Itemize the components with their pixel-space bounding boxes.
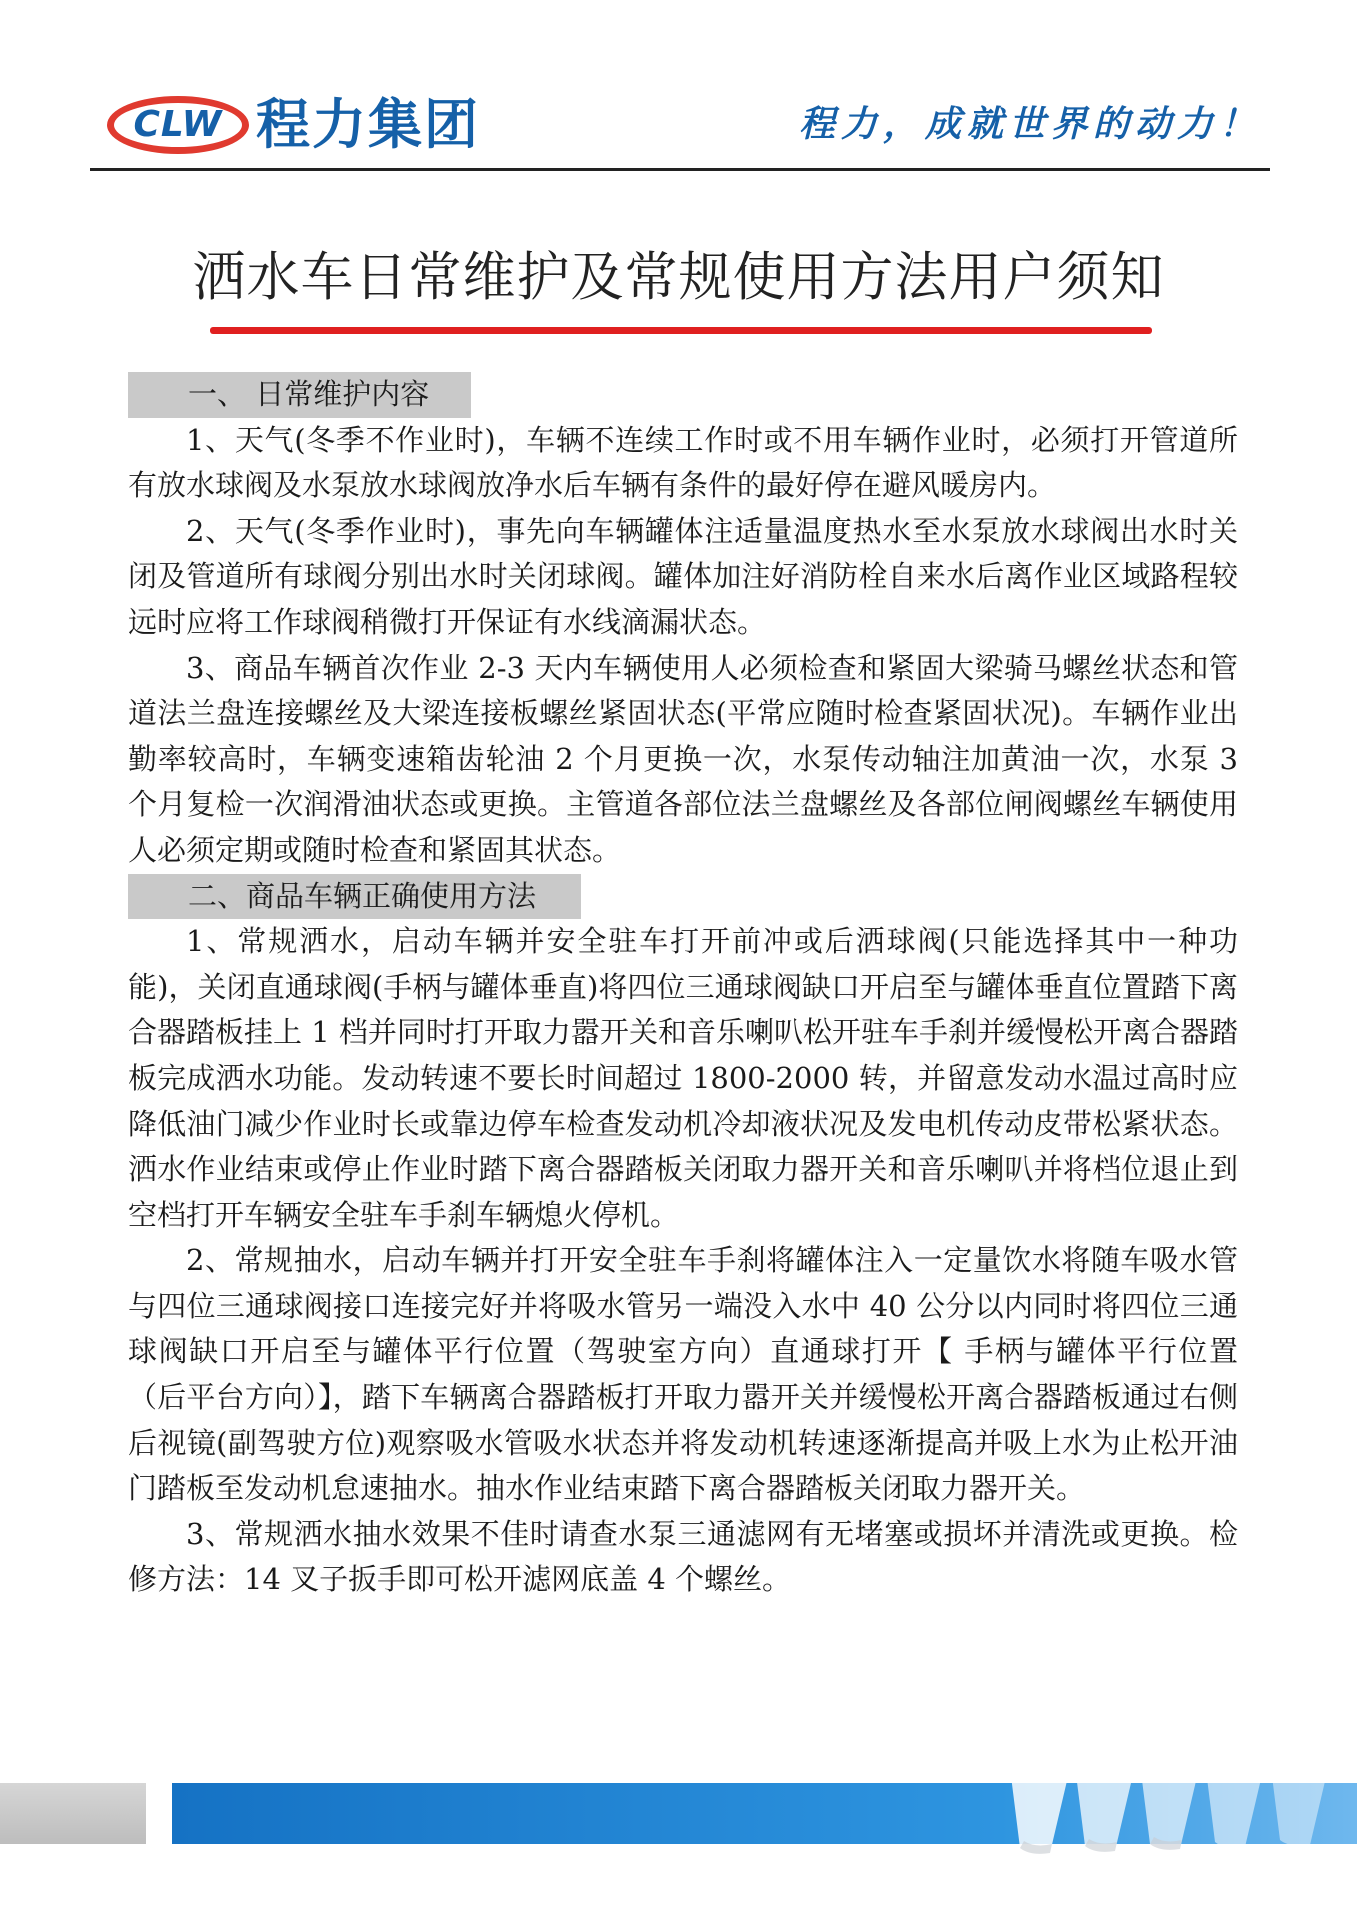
paragraph: 3、商品车辆首次作业 2-3 天内车辆使用人必须检查和紧固大梁骑马螺丝状态和管道法兰盘连接螺丝及大梁连接板螺丝紧固状态(平常应随时检查紧固状况)。车辆作业出勤率较高时，车辆变速箱齿轮油 2 个月更换一次，水泵传动轴注加黄油一次，水泵 3 个月复检一次润滑油状态或更换。主管道各部位法兰盘螺丝及各部位闸阀螺丝车辆使用人必须定期或随时检查和紧固其状态。 [128,650,1238,867]
paragraph: 2、天气(冬季作业时)，事先向车辆罐体注适量温度热水至水泵放水球阀出水时关闭及管道所有球阀分别出水时关闭球阀。罐体加注好消防栓自来水后离作业区域路程较远时应将工作球阀稍微打开保证有水线滴漏状态。 [128,513,1238,639]
section-maintenance [128,372,1238,874]
company-slogan: 程力，成就世界的动力！ [798,103,1261,145]
document-title: 洒水车日常维护及常规使用方法用户须知 [192,247,1165,308]
document-body [128,372,1238,1603]
company-name: 程力集团 [256,93,480,156]
title-underline [210,327,1152,334]
footer-gray-block [0,1783,146,1844]
page-header [0,0,1357,172]
paragraph: 2、常规抽水，启动车辆并打开安全驻车手刹将罐体注入一定量饮水将随车吸水管与四位三通球阀接口连接完好并将吸水管另一端没入水中 40 公分以内同时将四位三通球阀缺口开启至与罐体平行位置（驾驶室方向）直通球打开【 手柄与罐体平行位置（后平台方向）】，踏下车辆离合器踏板打开取力嚣开关并缓慢松开离合器踏板通过右侧后视镜(副驾驶方位)观察吸水管吸水状态并将发动机转速逐渐提高并吸上水为止松开油门踏板至发动机怠速抽水。抽水作业结束踏下离合器踏板关闭取力器开关。 [128,1243,1238,1506]
section-heading: 二、商品车辆正确使用方法 [128,874,581,920]
header-divider [90,168,1270,171]
section-usage [128,874,1238,1604]
footer-wave-decoration [990,1738,1357,1858]
section-heading: 一、 日常维护内容 [128,372,471,418]
logo-mark: CLW [133,104,223,145]
paragraph: 1、常规洒水，启动车辆并安全驻车打开前冲或后洒球阀(只能选择其中一种功能)，关闭直通球阀(手柄与罐体垂直)将四位三通球阀缺口开启至与罐体垂直位置踏下离合器踏板挂上 1 档并同时打开取力嚣开关和音乐喇叭松开驻车手刹并缓慢松开离合器踏板完成洒水功能。发动转速不要长时间超过 1800-2000 转，并留意发动水温过高时应降低油门减少作业时长或靠边停车检查发动机冷却液状况及发电机传动皮带松紧状态。洒水作业结束或停止作业时踏下离合器踏板关闭取力器开关和音乐喇叭并将档位退止到空档打开车辆安全驻车手刹车辆熄火停机。 [128,924,1238,1232]
company-logo [107,96,249,154]
paragraph: 1、天气(冬季不作业时)，车辆不连续工作时或不用车辆作业时，必须打开管道所有放水球阀及水泵放水球阀放净水后车辆有条件的最好停在避风暖房内。 [128,422,1238,503]
paragraph: 3、常规洒水抽水效果不佳时请查水泵三通滤网有无堵塞或损坏并清洗或更换。检修方法：14 叉子扳手即可松开滤网底盖 4 个螺丝。 [128,1516,1238,1597]
